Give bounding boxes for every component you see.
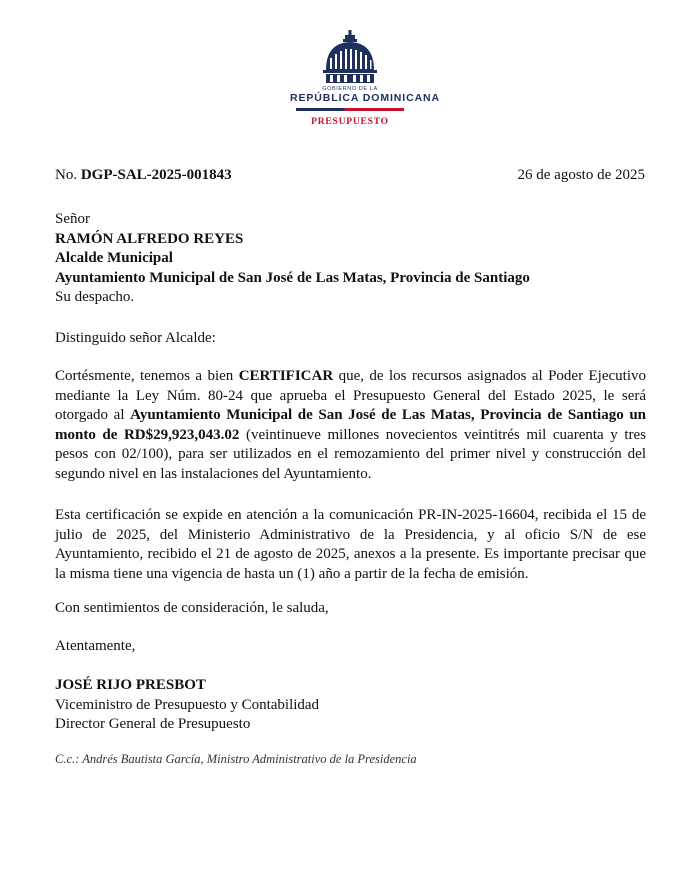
reference-prefix: No. [55,167,78,183]
addressee-name: RAMÓN ALFREDO REYES [55,230,244,247]
certification-paragraph: Cortésmente, tenemos a bien CERTIFICAR que, de los recursos asignados al Poder Ejecutivo mediante la Ley Núm. 80-24 que aprueba el Presupuesto General del Estado 2025, le será otorgado al Ayuntamiento Municipal de San José de Las Matas, Provincia de Santiago un monto de RD$29,923,043.02 (veintinueve millones novecientos veintitrés mil cuarenta y tres pesos con 02/100), para ser utilizados en el remozamiento del primer nivel y construcción del segundo nivel en las instalaciones del Ayuntamiento. [55,368,647,482]
signer-title-1: Viceministro de Presupuesto y Contabilidad [55,696,320,713]
reference-code: DGP-SAL-2025-001843 [80,167,232,183]
addressee-salutation: Señor [55,211,90,227]
addressee-block [55,210,646,308]
signer-name: JOSÉ RIJO PRESBOT [55,677,206,693]
reference-number [55,167,232,184]
department-label: PRESUPUESTO [311,117,389,127]
government-logo [290,30,441,127]
letter-date: 26 de agosto de 2025 [517,167,645,183]
closing-regards: Con sentimientos de consideración, le saluda, [55,600,329,616]
reference-paragraph: Esta certificación se expide en atención a la comunicación PR-IN-2025-16604, recibida el 15 de julio de 2025, del Ministerio Administrativo de la Presidencia, y al oficio S/N de ese Ayuntamiento, recibido el 21 de agosto de 2025, anexos a la presente. Es importante precisar que la misma tiene una vigencia de hasta un (1) año a partir de la fecha de emisión. [55,507,646,582]
addressee-title: Alcalde Municipal [55,250,173,266]
addressee-institution: Ayuntamiento Municipal de San José de Las Matas, Provincia de Santiago [55,269,530,286]
capitol-dome-icon [318,30,382,84]
closing-sincerely: Atentamente, [55,638,136,654]
country-label: REPÚBLICA DOMINICANA [290,92,441,104]
carbon-copy-note: C.c.: Andrés Bautista García, Ministro Administrativo de la Presidencia [55,752,417,766]
flag-divider [296,108,404,111]
addressee-dispatch: Su despacho. [55,289,135,305]
government-label: GOBIERNO DE LA [322,86,378,92]
signer-title-2: Director General de Presupuesto [55,716,251,732]
greeting: Distinguido señor Alcalde: [55,330,216,346]
signature-block [55,676,646,735]
